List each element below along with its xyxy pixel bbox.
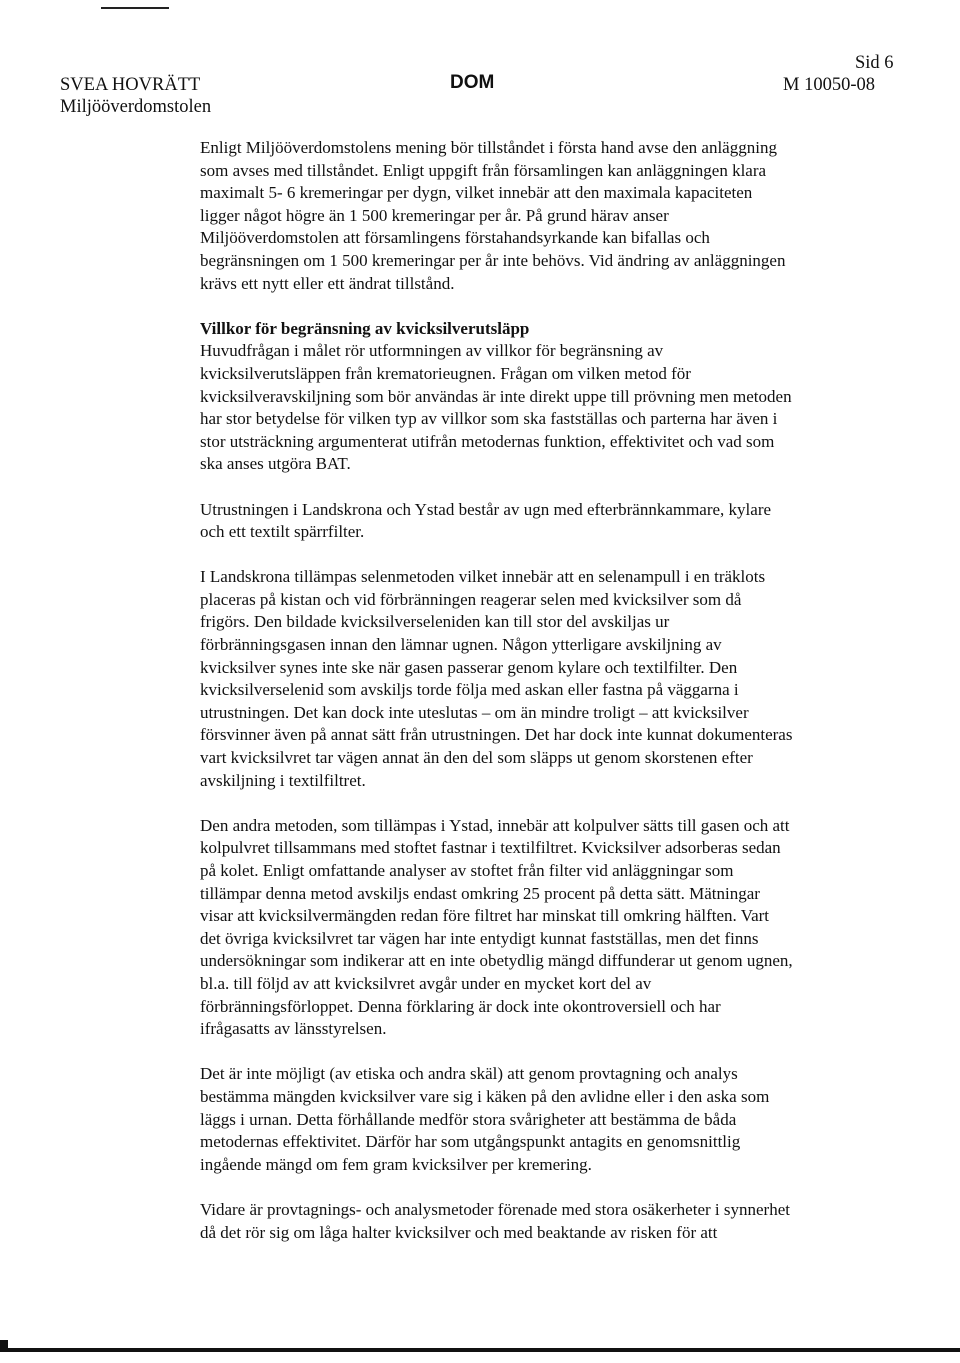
text-line: utrustningen. Det kan dock inte uteslutas – om än mindre troligt – att kvicksilver xyxy=(200,702,749,722)
text-line: då det rör sig om låga halter kvicksilver och med beaktande av risken för att xyxy=(200,1222,718,1242)
court-name: SVEA HOVRÄTT xyxy=(60,75,201,95)
text-line: det övriga kvicksilvret tar vägen har inte entydigt kunnat fastställas, men det finns xyxy=(200,928,759,948)
text-line: ifrågasatts av länsstyrelsen. xyxy=(200,1019,387,1039)
text-line: Miljööverdomstolen att församlingens förstahandsyrkande kan bifallas och xyxy=(200,228,710,248)
text-line: begränsningen om 1 500 kremeringar per år inte behövs. Vid ändring av anläggningen xyxy=(200,250,786,270)
text-line: kvicksilveravskiljning som bör användas är inte direkt uppe till prövning men metoden xyxy=(200,386,792,406)
text-line: kvicksilverselenid som avskiljs torde följa med askan eller fastna på väggarna i xyxy=(200,680,739,700)
text-line: metodernas effektivitet. Därför har som utgångspunkt antagits en genomsnittlig xyxy=(200,1132,741,1152)
text-line: Den andra metoden, som tillämpas i Ystad, innebär att kolpulver sätts till gasen och att xyxy=(200,815,790,835)
text-line: på kolet. Enligt omfattande analyser av stoftet från filter vid anläggningar som xyxy=(200,861,734,880)
case-number: M 10050-08 xyxy=(783,75,875,95)
text-line: stor utsträckning argumenterat utifrån metodernas funktion, effektivitet och vad som xyxy=(200,431,775,451)
text-line: Huvudfrågan i målet rör utformningen av villkor för begränsning av xyxy=(200,341,664,361)
court-division: Miljööverdomstolen xyxy=(60,97,212,117)
text-line: och ett textilt spärrfilter. xyxy=(200,522,365,542)
text-line: bestämma mängden kvicksilver vare sig i käken på den avlidne eller i den aska som xyxy=(200,1086,770,1106)
text-line: förbränningsgasen innan den lämnar ugnen. Någon ytterligare avskiljning av xyxy=(200,635,722,655)
text-line: frigörs. Den bildade kvicksilverseleniden kan till stor del avskiljas ur xyxy=(200,612,670,632)
text-line: ska anses utgöra BAT. xyxy=(200,454,351,474)
text-line: I Landskrona tillämpas selenmetoden vilket innebär att en selenampull i en träklots xyxy=(200,567,766,587)
paragraph-3 xyxy=(200,499,880,544)
paragraph-6 xyxy=(200,1063,880,1176)
paragraph-2 xyxy=(200,340,880,476)
paragraph-4 xyxy=(200,566,880,792)
text-line: undersökningar som indikerar att en inte obetydlig mängd diffunderar ut genom ugnen, xyxy=(200,951,793,971)
text-line: visar att kvicksilvermängden redan före filtret har minskat till omkring hälften. Vart xyxy=(200,906,770,926)
text-line: Utrustningen i Landskrona och Ystad består av ugn med efterbrännkammare, kylare xyxy=(200,499,772,519)
document-type: DOM xyxy=(450,72,495,93)
document-body xyxy=(200,137,880,1267)
text-line: ingående mängd om fem gram kvicksilver per kremering. xyxy=(200,1154,592,1174)
text-line: placeras på kistan och vid förbränningen reagerar selen med kvicksilver som då xyxy=(200,589,742,609)
text-line: ligger något högre än 1 500 kremeringar per år. På grund härav anser xyxy=(200,205,669,225)
section-heading: Villkor för begränsning av kvicksilverutsläpp xyxy=(200,318,530,338)
text-line: vart kvicksilvret tar vägen annat än den del som släpps ut genom skorstenen efter xyxy=(200,748,753,768)
text-line: försvinner även på annat sätt från utrustningen. Det har dock inte kunnat dokumenteras xyxy=(200,725,793,745)
bottom-rule xyxy=(0,1348,960,1352)
text-line: som avses med tillståndet. Enligt uppgift från församlingen kan anläggningen klara xyxy=(200,160,767,180)
text-line: Vidare är provtagnings- och analysmetoder förenade med stora osäkerheter i synnerhet xyxy=(200,1199,790,1219)
text-line: avskiljning i textilfiltret. xyxy=(200,770,366,790)
text-line: bl.a. till följd av att kvicksilvret avgår under en mycket kort del av xyxy=(200,973,652,993)
text-line: tillämpar denna metod avskiljs endast omkring 25 procent på detta sätt. Mätningar xyxy=(200,883,760,903)
text-line: Enligt Miljööverdomstolens mening bör tillståndet i första hand avse den anläggning xyxy=(200,138,777,157)
text-line: läggs i urnan. Detta förhållande medför stora svårigheter att bestämma de båda xyxy=(200,1109,737,1129)
paragraph-5 xyxy=(200,815,880,1041)
text-line: kolpulvret tillsammans med stoftet fastnar i textilfiltret. Kvicksilver adsorberas sedan xyxy=(200,838,781,858)
page-number: Sid 6 xyxy=(855,53,894,73)
top-rule xyxy=(101,7,169,9)
text-line: krävs ett nytt eller ett ändrat tillstånd. xyxy=(200,273,455,293)
text-line: kvicksilver synes inte ske när gasen passerar genom kylare och textilfilter. Den xyxy=(200,657,738,677)
text-line: maximalt 5- 6 kremeringar per dygn, vilket innebär att den maximala kapaciteten xyxy=(200,183,753,203)
text-line: har stor betydelse för vilken typ av villkor som ska fastställas och parterna har även i xyxy=(200,409,778,429)
paragraph-7 xyxy=(200,1199,880,1244)
paragraph-1 xyxy=(200,137,880,295)
text-line: kvicksilverutsläppen från krematorieugnen. Frågan om vilken metod för xyxy=(200,363,691,383)
text-line: Det är inte möjligt (av etiska och andra skäl) att genom provtagning och analys xyxy=(200,1064,738,1084)
text-line: förbränningsförloppet. Denna förklaring är dock inte okontroversiell och har xyxy=(200,996,721,1016)
